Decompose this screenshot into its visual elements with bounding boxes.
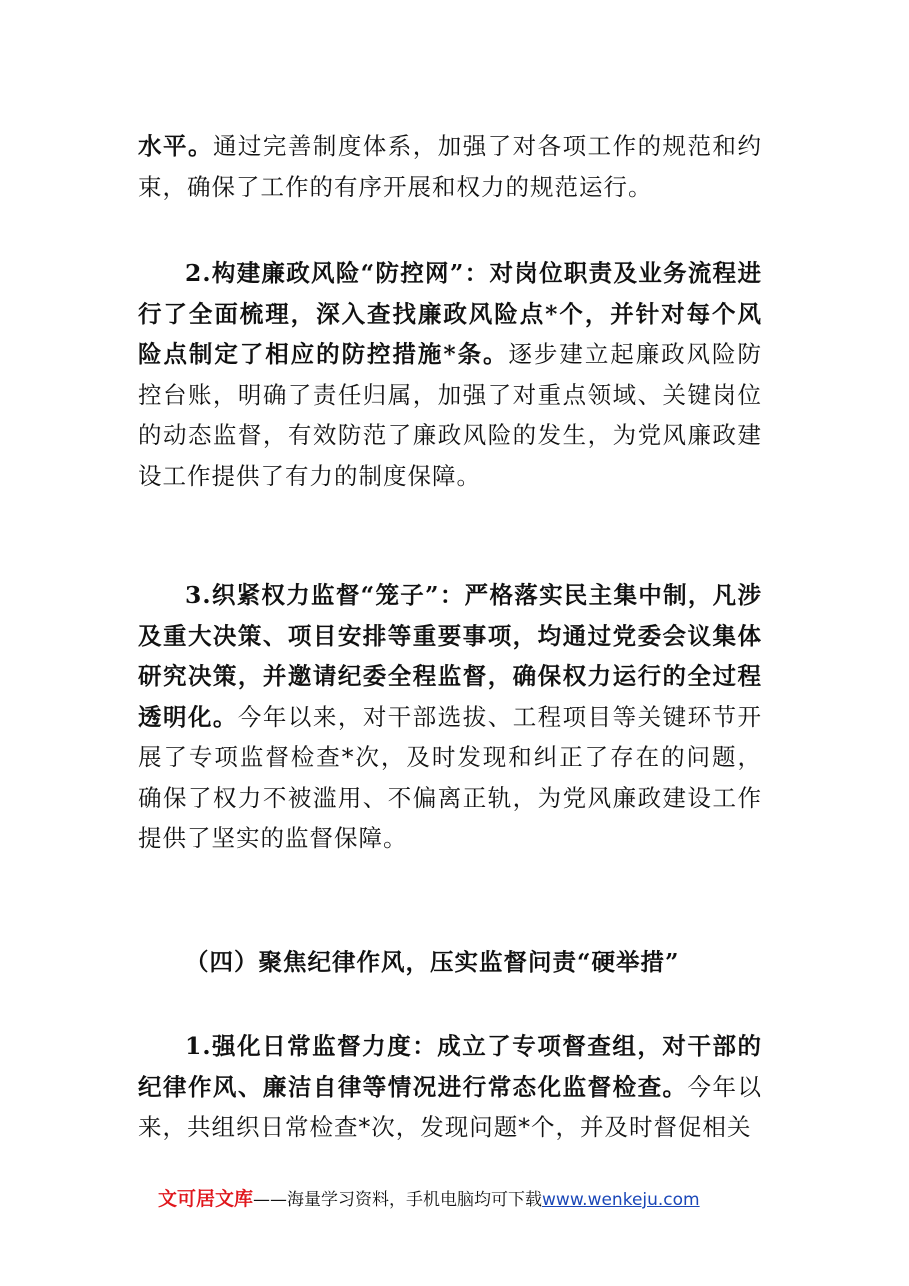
- paragraph-body: 通过完善制度体系，加强了对各项工作的规范和约束，确保了工作的有序开展和权力的规范运行。: [138, 132, 762, 201]
- bold-lead: 3.织紧权力监督“笼子”：严格落实民主集中制，凡涉及重大决策、项目安排等重要事项，均通过党委会议集体研究决策，并邀请纪委全程监督，确保权力运行的全过程透明化。: [138, 581, 762, 731]
- footer-watermark: [158, 1184, 778, 1214]
- bold-lead: 2.构建廉政风险“防控网”：对岗位职责及业务流程进行了全面梳理，深入查找廉政风险点*个，并针对每个风险点制定了相应的防控措施*条。: [138, 259, 762, 368]
- paragraph-body: 逐步建立起廉政风险防控台账，明确了责任归属，加强了对重点领域、关键岗位的动态监督，有效防范了廉政风险的发生，为党风廉政建设工作提供了有力的制度保障。: [138, 340, 762, 490]
- paragraph-item-2: [138, 253, 762, 496]
- paragraph-body: 今年以来，共组织日常检查*次，发现问题*个，并及时督促相关: [138, 1072, 763, 1141]
- footer-link[interactable]: www.wenkeju.com: [542, 1190, 700, 1210]
- paragraph-item-3: [138, 575, 762, 859]
- footer-brand: 文可居文库: [158, 1188, 254, 1210]
- paragraph-body: 今年以来，对干部选拔、工程项目等关键环节开展了专项监督检查*次，及时发现和纠正了存在的问题，确保了权力不被滥用、不偏离正轨，为党风廉政建设工作提供了坚实的监督保障。: [138, 702, 763, 852]
- paragraph-item-1: [138, 1026, 762, 1148]
- bold-lead: 水平。: [138, 132, 213, 160]
- bold-lead: 1.强化日常监督力度：成立了专项督查组，对干部的纪律作风、廉洁自律等情况进行常态化监督检查。: [138, 1032, 762, 1101]
- paragraph-continuation: [138, 126, 762, 207]
- section-heading: （四）聚焦纪律作风，压实监督问责“硬举措”: [185, 948, 680, 976]
- footer-slogan: ——海量学习资料，手机电脑均可下载: [253, 1190, 543, 1210]
